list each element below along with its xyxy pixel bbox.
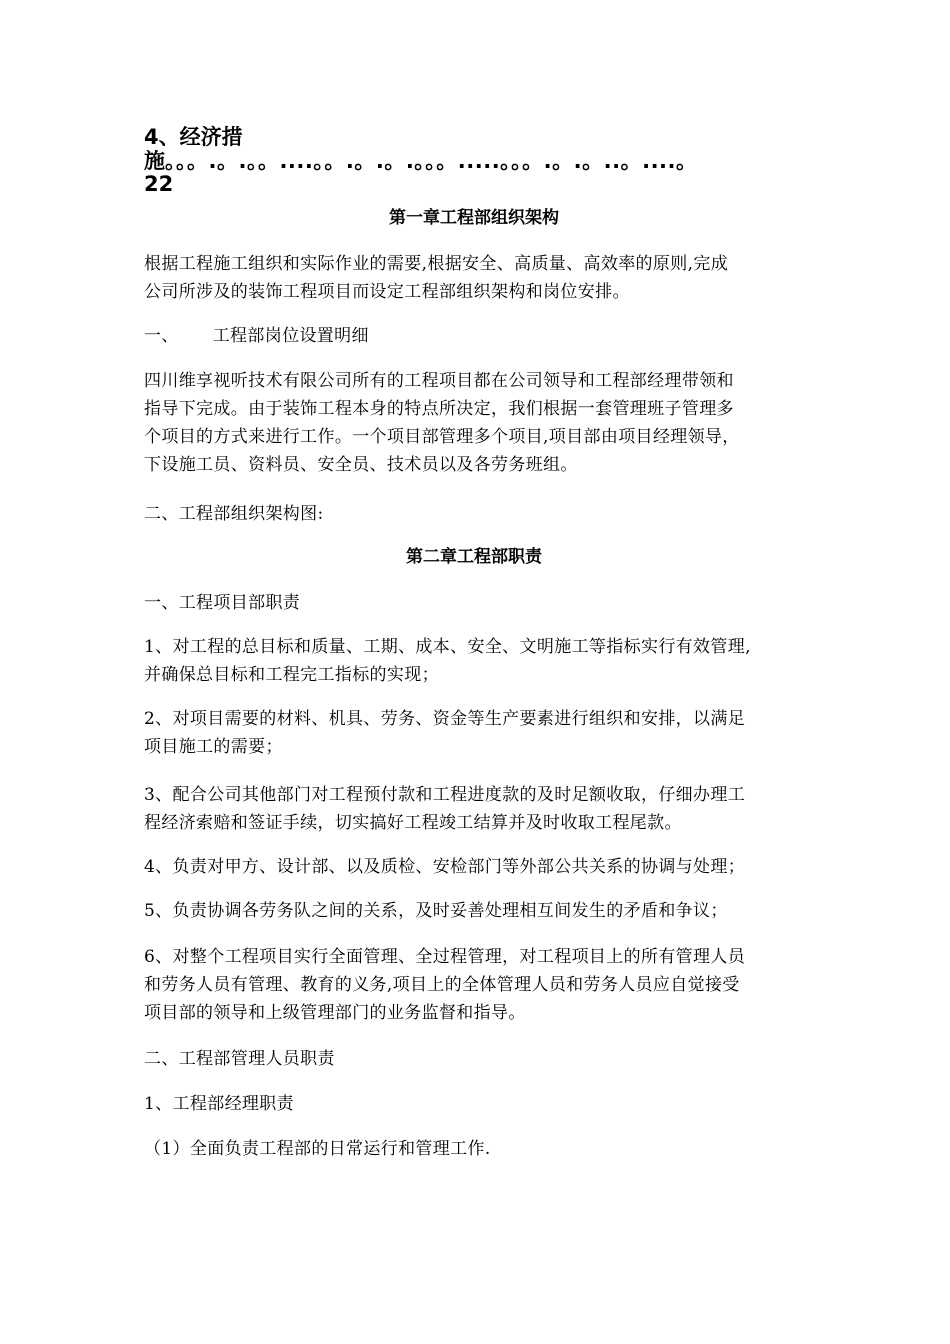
subsection-title: 1、工程部经理职责 [144, 1094, 294, 1114]
text-line: （1）全面负责工程部的日常运行和管理工作. [144, 1139, 491, 1159]
section-title: 二、工程部组织架构图: [144, 504, 324, 524]
text-line: 2、对项目需要的材料、机具、劳务、资金等生产要素进行组织和安排，以满足 [144, 709, 746, 729]
text-line: 项目施工的需要； [144, 737, 283, 757]
section-heading [144, 500, 814, 528]
toc-entry-leader [144, 149, 814, 173]
section-heading [144, 322, 814, 350]
text-line: 个项目的方式来进行工作。一个项目部管理多个项目,项目部由项目经理领导， [144, 427, 740, 447]
section-heading [144, 589, 814, 617]
text-line: 下设施工员、资料员、安全员、技术员以及各劳务班组。 [144, 455, 578, 475]
duty-item-4 [144, 853, 814, 881]
duty-item-5 [144, 897, 814, 925]
section-1-body [144, 367, 814, 479]
chapter-1-intro [144, 250, 814, 306]
toc-entry-cont: 施 [144, 149, 165, 173]
text-line: 3、配合公司其他部门对工程预付款和工程进度款的及时足额收取，仔细办理工 [144, 785, 746, 805]
text-line: 公司所涉及的装饰工程项目而设定工程部组织架构和岗位安排。 [144, 282, 630, 302]
text-line: 5、负责协调各劳务队之间的关系，及时妥善处理相互间发生的矛盾和争议； [144, 901, 728, 921]
toc-entry-title: 4、经济措 [144, 125, 243, 149]
section-number: 一、 [144, 326, 179, 346]
text-line: 四川维享视听技术有限公司所有的工程项目都在公司领导和工程部经理带领和 [144, 371, 734, 391]
text-line: 程经济索赔和签证手续，切实搞好工程竣工结算并及时收取工程尾款。 [144, 813, 682, 833]
section-heading [144, 1045, 814, 1073]
duty-item-1 [144, 633, 814, 689]
chapter-1-title: 第一章工程部组织架构 [389, 208, 559, 228]
text-line: 1、对工程的总目标和质量、工期、成本、安全、文明施工等指标实行有效管理, [144, 637, 751, 657]
text-line: 4、负责对甲方、设计部、以及质检、安检部门等外部公共关系的协调与处理； [144, 857, 746, 877]
text-line: 项目部的领导和上级管理部门的业务监督和指导。 [144, 1003, 526, 1023]
duty-item-3 [144, 781, 814, 837]
duty-item-6 [144, 943, 814, 1027]
subsection-item [144, 1135, 814, 1163]
duty-item-2 [144, 705, 814, 761]
section-title: 一、工程项目部职责 [144, 593, 301, 613]
section-title: 工程部岗位设置明细 [212, 326, 369, 346]
toc-page-number: 22 [144, 172, 174, 196]
subsection-heading [144, 1090, 814, 1118]
chapter-2-title: 第二章工程部职责 [406, 547, 542, 567]
text-line: 和劳务人员有管理、教育的义务,项目上的全体管理人员和劳务人员应自觉接受 [144, 975, 740, 995]
toc-dot-leader: 。。。.。.。。....。。.。.。.。。。.....。。。.。.。..。....。 [165, 149, 698, 173]
section-title: 二、工程部管理人员职责 [144, 1049, 335, 1069]
text-line: 并确保总目标和工程完工指标的实现； [144, 665, 439, 685]
text-line: 指导下完成。由于装饰工程本身的特点所决定，我们根据一套管理班子管理多 [144, 399, 734, 419]
text-line: 根据工程施工组织和实际作业的需要,根据安全、高质量、高效率的原则,完成 [144, 254, 729, 274]
text-line: 6、对整个工程项目实行全面管理、全过程管理，对工程项目上的所有管理人员 [144, 947, 746, 967]
